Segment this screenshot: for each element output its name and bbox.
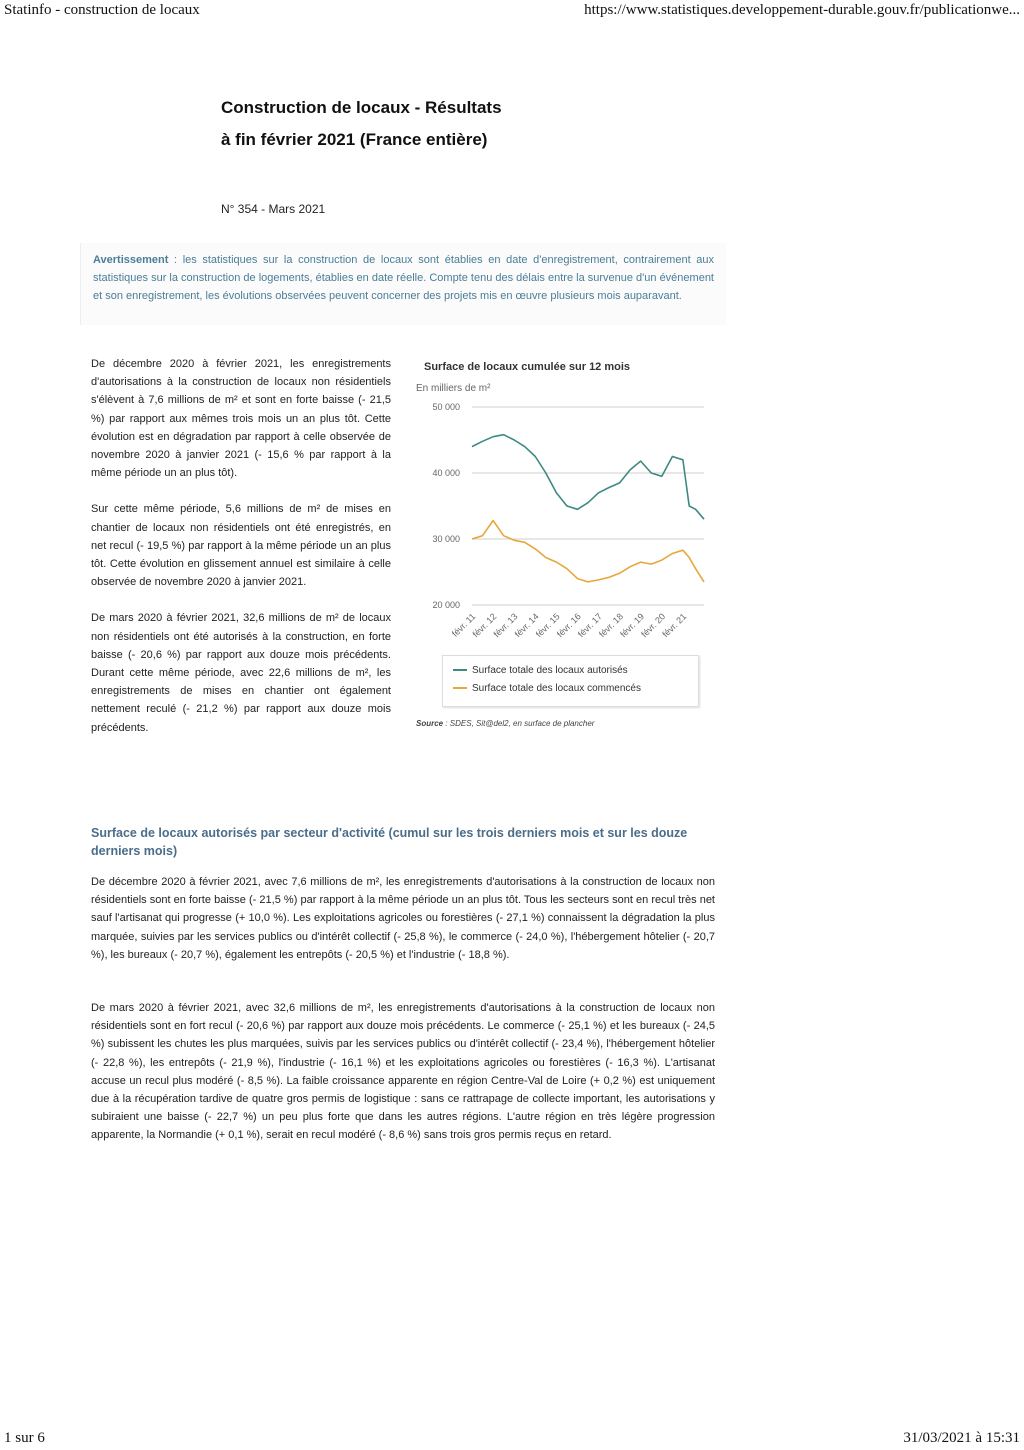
intro-column	[91, 355, 391, 755]
section-title: Surface de locaux autorisés par secteur d'activité (cumul sur les trois derniers mois et sur les douze derniers mois)	[91, 826, 688, 858]
series-line-autorises	[472, 435, 704, 520]
y-tick-label: 50 000	[432, 402, 460, 412]
x-tick-label: févr. 13	[491, 611, 520, 640]
legend-swatch-autorises	[453, 669, 467, 671]
section-paragraph: De décembre 2020 à février 2021, avec 7,6 millions de m², les enregistrements d'autorisations à la construction de locaux non résidentiels sont en forte baisse (- 21,5 %) par rapport à la même période un an plus tôt. Tous les secteurs sont en recul très net sauf l'artisanat qui progresse (+ 10,0 %). Les exploitations agricoles ou forestières (- 27,1 %) connaissent la dégradation la plus marquée, suivies par les services publics ou d'intérêt collectif (- 25,8 %), le commerce (- 24,0 %), l'hébergement hôtelier (- 20,7 %), les bureaux (- 20,7 %), également les entrepôts (- 20,5 %) et l'industrie (- 18,8 %).	[91, 876, 715, 961]
chart-title: Surface de locaux cumulée sur 12 mois	[424, 361, 631, 373]
print-datetime: 31/03/2021 à 15:31	[903, 1430, 1020, 1446]
x-tick-label: févr. 21	[660, 611, 689, 640]
page-counter: 1 sur 6	[4, 1430, 45, 1446]
chart-source	[416, 719, 594, 728]
issue-number: N° 354 - Mars 2021	[221, 202, 326, 216]
x-tick-label: févr. 14	[512, 611, 541, 640]
intro-paragraph: De mars 2020 à février 2021, 32,6 millions de m² de locaux non résidentiels ont été autorisés à la construction, en forte baisse (- 20,6 %) par rapport aux douze mois précédents. Durant cette même période, avec 22,6 millions de m², les enregistrements de mises en chantier ont également nettement reculé (- 21,2 %) par rapport aux douze mois précédents.	[91, 612, 391, 734]
x-tick-label: févr. 17	[576, 611, 604, 640]
legend-swatch-commences	[453, 687, 467, 689]
x-tick-label: févr. 15	[533, 611, 562, 640]
y-tick-label: 30 000	[432, 534, 460, 544]
page-title-line1: Construction de locaux - Résultats	[221, 98, 502, 117]
x-tick-label: févr. 16	[554, 611, 583, 640]
x-tick-label: févr. 18	[597, 611, 626, 640]
x-tick-label: févr. 11	[449, 611, 478, 639]
x-tick-label: févr. 20	[639, 611, 668, 640]
legend-item-commences	[453, 683, 641, 694]
intro-paragraph: Sur cette même période, 5,6 millions de m² de mises en chantier de locaux non résidentiels ont été enregistrés, en net recul (- 19,5 %) par rapport à la même période un an plus tôt. Cette évolution en glissement annuel est similaire à celle observée de novembre 2020 à janvier 2021.	[91, 503, 391, 589]
line-chart	[412, 395, 712, 655]
y-tick-label: 20 000	[432, 600, 460, 610]
series-line-commences	[472, 521, 704, 582]
y-tick-label: 40 000	[432, 468, 460, 478]
chart-y-axis-label: En milliers de m²	[416, 383, 491, 394]
legend-label: Surface totale des locaux commencés	[472, 683, 641, 694]
warning-label: Avertissement	[93, 254, 169, 266]
warning-text: : les statistiques sur la construction de locaux sont établies en date d'enregistrement, contrairement aux statistiques sur la construction de logements, établies en date réelle. Compte tenu des délais entre la survenue d'un événement et son enregistrement, les évolutions observées peuvent concerner des projets mis en œuvre plusieurs mois auparavant.	[93, 254, 714, 302]
chart-panel	[412, 355, 712, 740]
legend-label: Surface totale des locaux autorisés	[472, 665, 628, 676]
warning-box	[80, 243, 726, 325]
browser-url[interactable]: https://www.statistiques.developpement-durable.gouv.fr/publicationwe...	[584, 2, 1020, 18]
chart-source-text: : SDES, Sit@del2, en surface de plancher	[443, 719, 595, 728]
chart-legend	[442, 655, 699, 707]
page-title-line2: à fin février 2021 (France entière)	[221, 130, 488, 149]
page-title	[221, 92, 741, 156]
x-tick-label: févr. 12	[470, 611, 499, 640]
x-tick-label: févr. 19	[618, 611, 647, 640]
browser-page-title: Statinfo - construction de locaux	[4, 2, 200, 18]
section-paragraph: De mars 2020 à février 2021, avec 32,6 millions de m², les enregistrements d'autorisations à la construction de locaux non résidentiels sont en fort recul (- 20,6 %) par rapport aux douze mois précédents. Le commerce (- 25,1 %) et les bureaux (- 24,5 %) subissent les chutes les plus marquées, suivis par les services publics ou d'intérêt collectif (- 23,4 %), l'hébergement hôtelier (- 22,8 %), les entrepôts (- 21,9 %), l'industrie (- 16,1 %) et les exploitations agricoles ou forestières (- 16,3 %). L'artisanat accuse un recul plus modéré (- 8,5 %). La faible croissance apparente en région Centre-Val de Loire (+ 0,2 %) est uniquement due à la récupération tardive de quatre gros permis de logistique : sans ce rattrapage de collecte important, les autorisations y subiraient une baisse (- 22,7 %) un peu plus forte que dans les autres régions. L'autre région en très légère progression apparente, la Normandie (+ 0,1 %), serait en recul modéré (- 8,6 %) sans trois gros permis reçus en retard.	[91, 1002, 715, 1142]
legend-item-autorises	[453, 665, 628, 676]
intro-paragraph: De décembre 2020 à février 2021, les enregistrements d'autorisations à la construction de locaux non résidentiels s'élèvent à 7,6 millions de m² et sont en forte baisse (- 21,5 %) par rapport aux mêmes trois mois un an plus tôt. Cette évolution est en dégradation par rapport à celle observée de novembre 2020 à janvier 2021 (- 15,6 % par rapport à la même période un an plus tôt).	[91, 358, 391, 480]
chart-source-label: Source	[416, 719, 444, 728]
